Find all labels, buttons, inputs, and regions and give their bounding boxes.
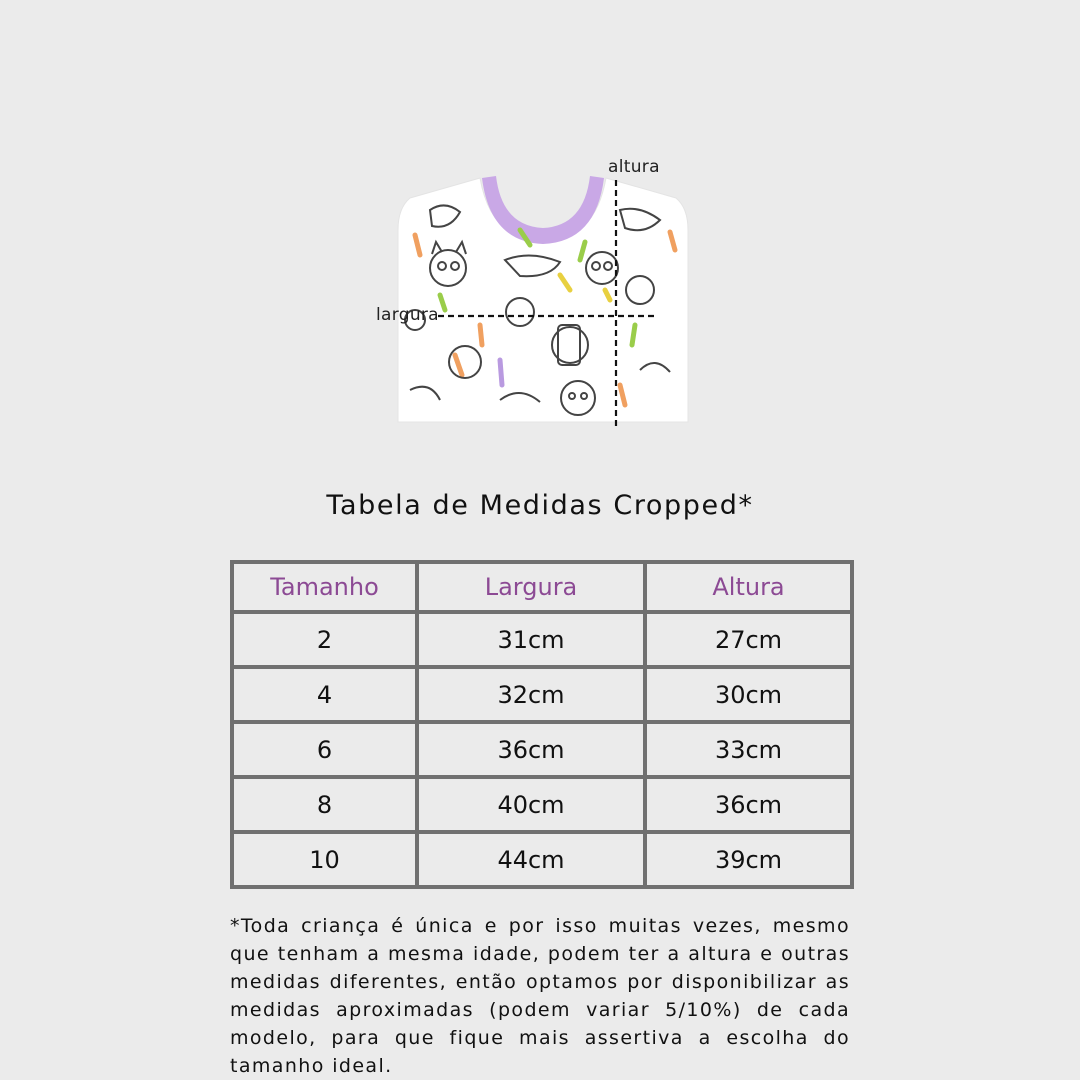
width-cell: 36cm — [417, 722, 645, 777]
width-cell: 44cm — [417, 832, 645, 887]
shirt-drawing — [370, 150, 710, 440]
width-cell: 32cm — [417, 667, 645, 722]
height-cell: 39cm — [645, 832, 852, 887]
table-row — [232, 832, 852, 887]
width-cell: 40cm — [417, 777, 645, 832]
table-row — [232, 612, 852, 667]
height-cell: 33cm — [645, 722, 852, 777]
page-title: Tabela de Medidas Cropped* — [326, 490, 754, 521]
size-cell: 4 — [232, 667, 417, 722]
width-cell: 31cm — [417, 612, 645, 667]
height-label: altura — [608, 157, 660, 177]
table-row — [232, 777, 852, 832]
height-cell: 36cm — [645, 777, 852, 832]
table-row — [232, 667, 852, 722]
size-cell: 2 — [232, 612, 417, 667]
table-row — [232, 722, 852, 777]
header-tamanho: Tamanho — [232, 562, 417, 612]
height-cell: 30cm — [645, 667, 852, 722]
header-largura: Largura — [417, 562, 645, 612]
header-altura: Altura — [645, 562, 852, 612]
table-header-row — [232, 562, 852, 612]
cropped-shirt-illustration — [370, 150, 710, 440]
size-cell: 8 — [232, 777, 417, 832]
size-cell: 10 — [232, 832, 417, 887]
width-label: largura — [376, 305, 439, 325]
size-table — [230, 560, 854, 889]
size-disclaimer: *Toda criança é única e por isso muitas vezes, mesmo que tenham a mesma idade, podem ter a altura e outras medidas diferentes, então optamos por disponibilizar as medidas aproximadas (podem variar 5/10%) de cada modelo, para que fique mais assertiva a escolha do tamanho ideal. — [230, 915, 850, 1077]
height-cell: 27cm — [645, 612, 852, 667]
size-cell: 6 — [232, 722, 417, 777]
